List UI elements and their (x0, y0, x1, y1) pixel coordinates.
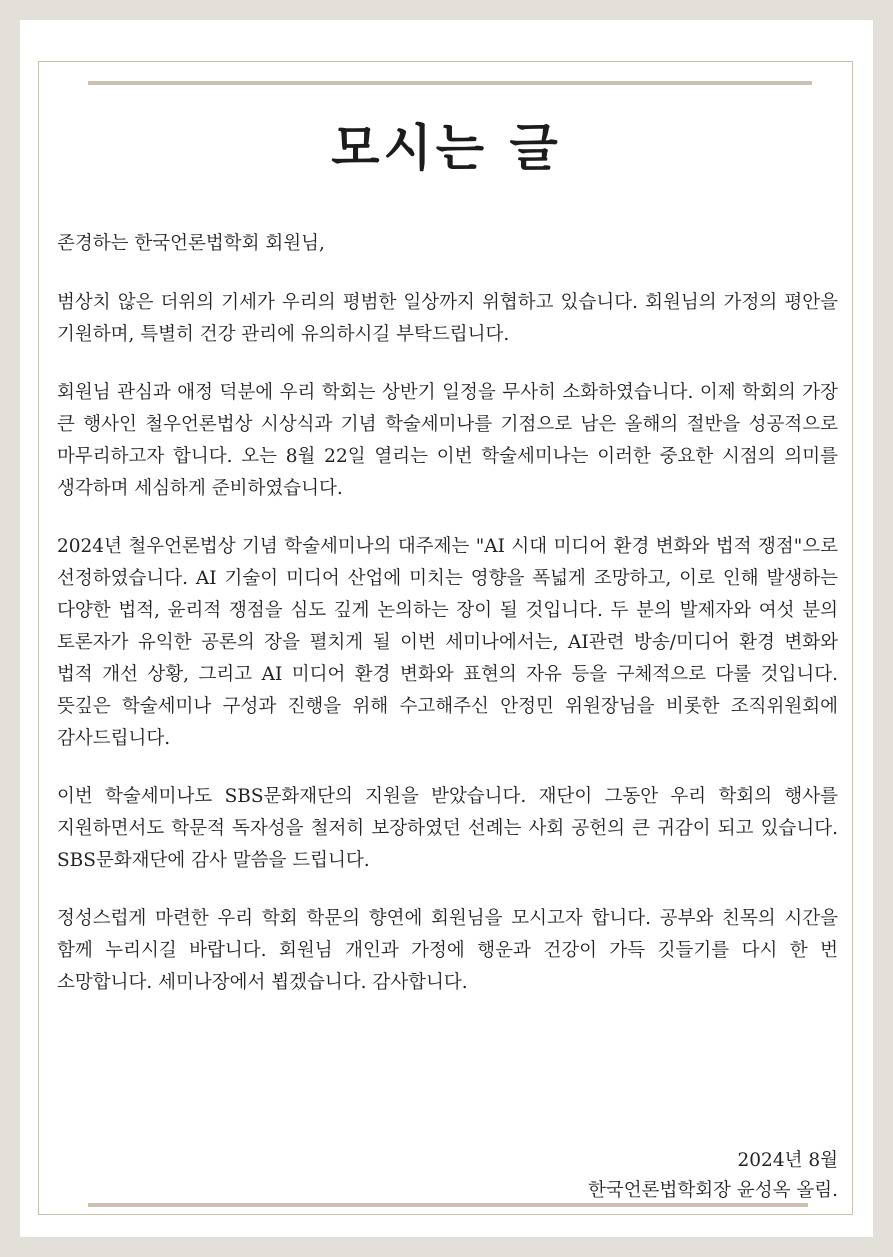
top-divider (88, 81, 812, 85)
paragraph-5: 정성스럽게 마련한 우리 학회 학문의 향연에 회원님을 모시고자 합니다. 공부와 친목의 시간을 함께 누리시길 바랍니다. 회원님 개인과 가정에 행운과 건강이 가득 깃들기를 다시 한 번 소망합니다. 세미나장에서 뵙겠습니다. 감사합니다. (57, 908, 838, 993)
letter-sheet (20, 20, 873, 1237)
paragraph-3: 2024년 철우언론법상 기념 학술세미나의 대주제는 "AI 시대 미디어 환경 변화와 법적 쟁점"으로 선정하였습니다. AI 기술이 미디어 산업에 미치는 영향을 폭넓게 조망하고, 이로 인해 발생하는 다양한 법적, 윤리적 쟁점을 심도 깊게 논의하는 장이 될 것입니다. 두 분의 발제자와 여섯 분의 토론자가 유익한 공론의 장을 펼치게 될 이번 세미나에서는, AI관련 방송/미디어 환경 변화와 법적 개선 상황, 그리고 AI 미디어 환경 변화와 표현의 자유 등을 구체적으로 다룰 것입니다. 뜻깊은 학술세미나 구성과 진행을 위해 수고해주신 안정민 위원장님을 비롯한 조직위원회에 감사드립니다. (57, 536, 838, 749)
signature-date: 2024년 8월 (737, 1150, 838, 1171)
paragraph-4: 이번 학술세미나도 SBS문화재단의 지원을 받았습니다. 재단이 그동안 우리 학회의 행사를 지원하면서도 학문적 독자성을 철저히 보장하였던 선례는 사회 공헌의 큰 귀감이 되고 있습니다. SBS문화재단에 감사 말씀을 드립니다. (57, 786, 838, 871)
paragraph-1: 범상치 않은 더위의 기세가 우리의 평범한 일상까지 위협하고 있습니다. 회원님의 가정의 평안을 기원하며, 특별히 건강 관리에 유의하시길 부탁드립니다. (57, 292, 838, 345)
signature-block (588, 1146, 838, 1206)
letter-body (57, 228, 838, 999)
paragraph-2: 회원님 관심과 애정 덕분에 우리 학회는 상반기 일정을 무사히 소화하였습니다. 이제 학회의 가장 큰 행사인 철우언론법상 시상식과 기념 학술세미나를 기점으로 남은 올해의 절반을 성공적으로 마무리하고자 합니다. 오는 8월 22일 열리는 이번 학술세미나는 이러한 중요한 시점의 의미를 생각하며 세심하게 준비하였습니다. (57, 382, 838, 499)
signature-author: 한국언론법학회장 윤성옥 올림. (588, 1180, 838, 1201)
greeting: 존경하는 한국언론법학회 회원님, (57, 233, 325, 254)
page-title: 모시는 글 (331, 118, 562, 177)
bottom-divider (88, 1203, 808, 1207)
